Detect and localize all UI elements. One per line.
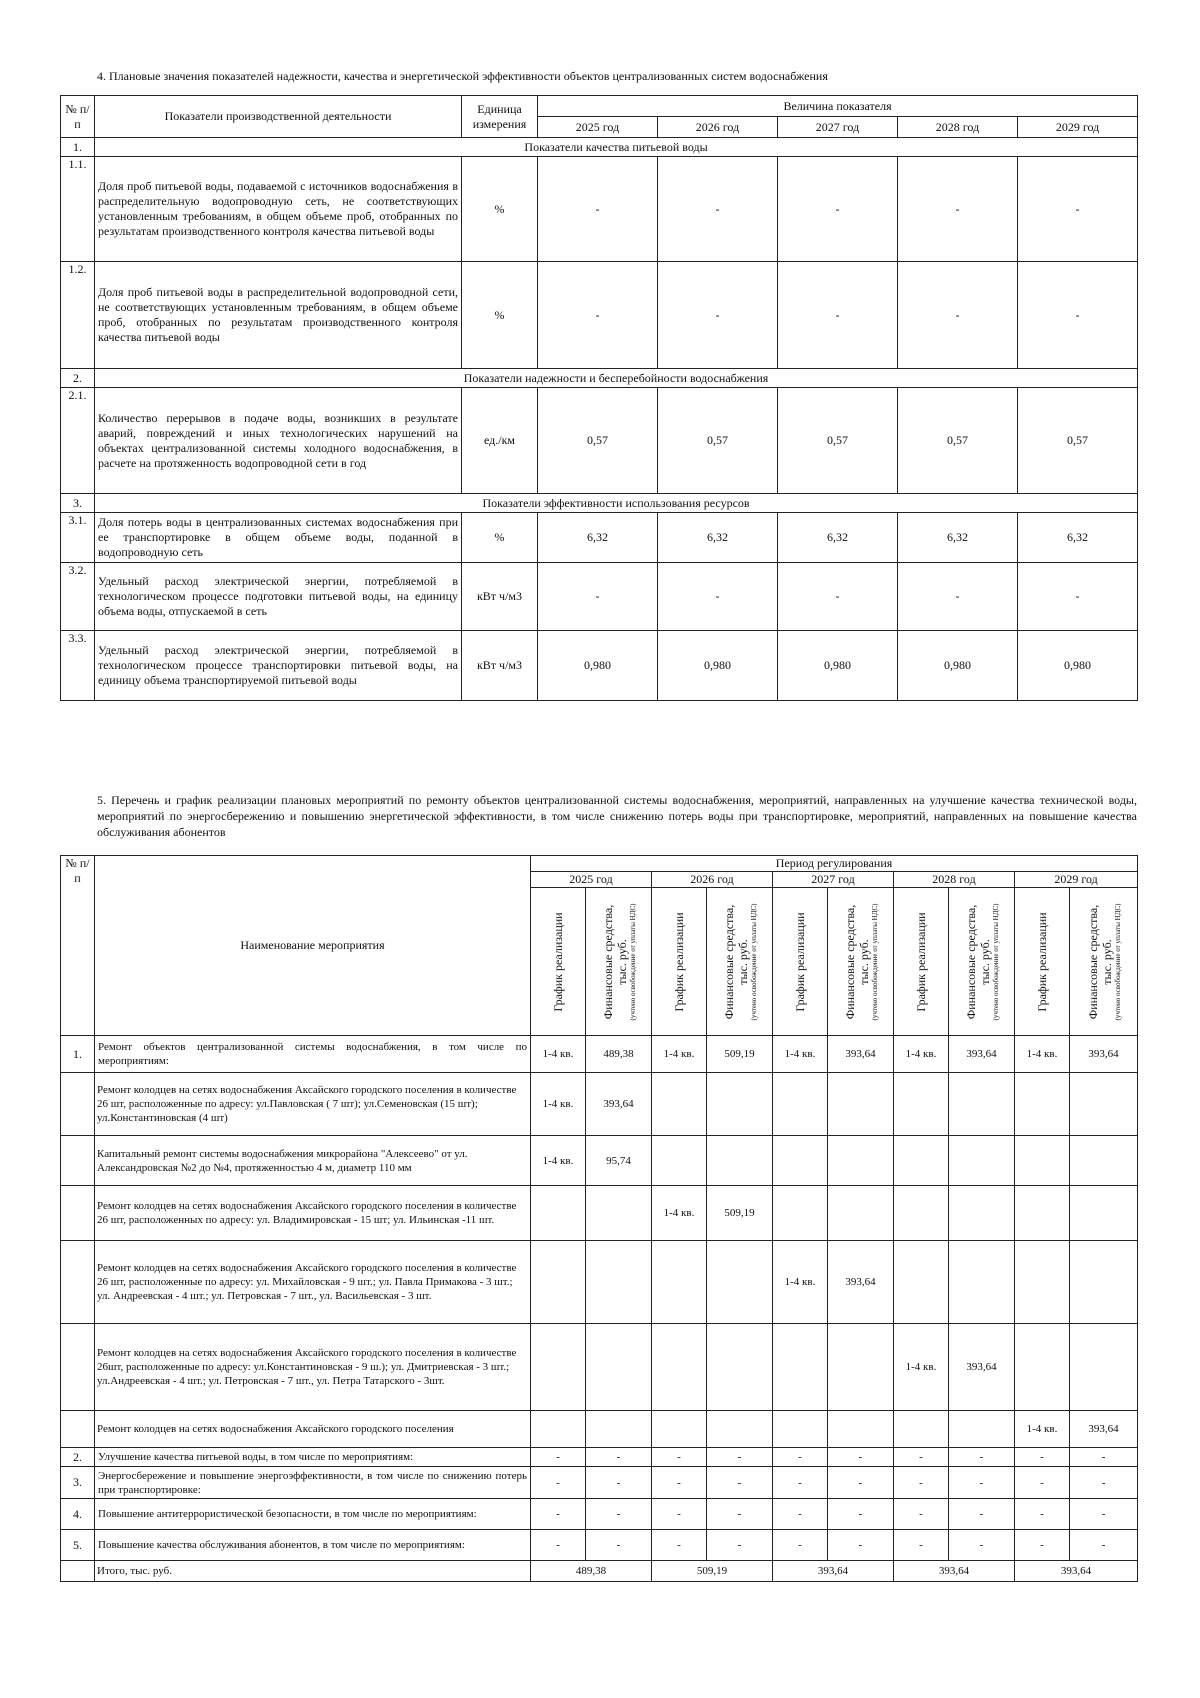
year-header: 2027 год	[778, 117, 898, 138]
schedule-header	[773, 888, 828, 1036]
schedule-cell: -	[1015, 1530, 1070, 1561]
schedule-cell: -	[531, 1530, 586, 1561]
measure-row	[61, 1499, 1138, 1530]
finance-cell	[1070, 1136, 1138, 1186]
value-cell: -	[1018, 157, 1138, 262]
value-cell: -	[898, 157, 1018, 262]
measure-row	[61, 1324, 1138, 1411]
schedule-cell	[1015, 1324, 1070, 1411]
schedule-cell	[531, 1241, 586, 1324]
schedule-header-label: График реализации	[1035, 911, 1049, 1012]
schedule-header-label: График реализации	[551, 911, 565, 1012]
schedule-cell: -	[1015, 1499, 1070, 1530]
row-number: 1.1.	[61, 157, 95, 262]
measure-row	[61, 1467, 1138, 1499]
finance-header-note: (учтено освобождение от уплаты НДС)	[1113, 902, 1122, 1021]
finance-header-text: Финансовые средства, тыс. руб.	[600, 904, 629, 1019]
col-header-period: Период регулирования	[531, 856, 1138, 872]
col-header-value: Величина показателя	[538, 96, 1138, 117]
finance-cell: -	[707, 1448, 773, 1467]
finance-cell	[586, 1241, 652, 1324]
col-header-num: № п/п	[61, 856, 95, 1036]
finance-header-text: Финансовые средства, тыс. руб.	[721, 904, 750, 1019]
schedule-cell: 1-4 кв.	[894, 1036, 949, 1073]
schedule-cell: -	[652, 1467, 707, 1499]
total-row	[61, 1561, 1138, 1582]
finance-cell	[586, 1324, 652, 1411]
finance-header-text: Финансовые средства, тыс. руб.	[842, 904, 871, 1019]
value-cell: -	[538, 157, 658, 262]
finance-cell: 393,64	[828, 1036, 894, 1073]
finance-header-note: (учтено освобождение от уплаты НДС)	[870, 902, 879, 1021]
measure-text: Улучшение качества питьевой воды, в том числе по мероприятиям:	[95, 1448, 531, 1467]
schedule-cell: 1-4 кв.	[531, 1136, 586, 1186]
value-cell: 6,32	[658, 513, 778, 563]
finance-cell	[828, 1186, 894, 1241]
schedule-cell: 1-4 кв.	[1015, 1411, 1070, 1448]
indicator-text: Доля проб питьевой воды в распределительной водопроводной сети, не соответствующих установленным требованиям, в общем объеме проб, отобранных по результатам производственного контроля качества питьевой воды	[95, 262, 462, 369]
row-number: 2.1.	[61, 388, 95, 494]
value-cell: -	[538, 262, 658, 369]
value-cell: 6,32	[778, 513, 898, 563]
total-value: 509,19	[652, 1561, 773, 1582]
row-number: 3.2.	[61, 563, 95, 631]
indicator-row	[61, 157, 1138, 262]
schedule-cell	[531, 1324, 586, 1411]
indicator-row	[61, 262, 1138, 369]
schedule-cell: 1-4 кв.	[531, 1036, 586, 1073]
finance-cell: 95,74	[586, 1136, 652, 1186]
row-number	[61, 1324, 95, 1411]
schedule-cell: -	[1015, 1448, 1070, 1467]
value-cell: 0,57	[658, 388, 778, 494]
schedule-cell	[1015, 1241, 1070, 1324]
unit-cell: кВт ч/м3	[462, 563, 538, 631]
measure-text: Ремонт объектов централизованной системы водоснабжения, в том числе по мероприятиям:	[95, 1036, 531, 1073]
schedule-cell: -	[652, 1499, 707, 1530]
schedule-cell	[652, 1136, 707, 1186]
group-title: Показатели качества питьевой воды	[95, 138, 1138, 157]
finance-cell	[949, 1241, 1015, 1324]
schedule-cell: -	[652, 1530, 707, 1561]
value-cell: -	[898, 262, 1018, 369]
value-cell: 0,980	[778, 631, 898, 701]
row-number: 5.	[61, 1530, 95, 1561]
finance-cell	[586, 1411, 652, 1448]
year-header: 2028 год	[898, 117, 1018, 138]
row-number: 2.	[61, 369, 95, 388]
schedule-cell: -	[894, 1499, 949, 1530]
schedule-cell	[531, 1411, 586, 1448]
row-number: 2.	[61, 1448, 95, 1467]
finance-cell: -	[586, 1530, 652, 1561]
finance-header-note: (учтено освобождение от уплаты НДС)	[628, 902, 637, 1021]
value-cell: 0,980	[658, 631, 778, 701]
finance-header-label	[601, 895, 637, 1029]
finance-cell	[707, 1241, 773, 1324]
measure-text: Повышение антитеррористической безопасности, в том числе по мероприятиям:	[95, 1499, 531, 1530]
group-title: Показатели надежности и бесперебойности водоснабжения	[95, 369, 1138, 388]
finance-cell	[707, 1073, 773, 1136]
finance-cell	[707, 1136, 773, 1186]
finance-header	[586, 888, 652, 1036]
schedule-cell: -	[773, 1499, 828, 1530]
schedule-cell: -	[894, 1467, 949, 1499]
col-header-num: № п/п	[61, 96, 95, 138]
finance-cell: 489,38	[586, 1036, 652, 1073]
total-value: 393,64	[773, 1561, 894, 1582]
finance-cell	[1070, 1241, 1138, 1324]
finance-header-text: Финансовые средства, тыс. руб.	[963, 904, 992, 1019]
finance-header	[949, 888, 1015, 1036]
indicator-row	[61, 563, 1138, 631]
finance-cell	[1070, 1186, 1138, 1241]
indicator-row	[61, 388, 1138, 494]
value-cell: 0,57	[1018, 388, 1138, 494]
value-cell: -	[658, 157, 778, 262]
year-header: 2029 год	[1015, 872, 1138, 888]
finance-cell	[949, 1411, 1015, 1448]
finance-cell: -	[707, 1467, 773, 1499]
finance-header	[828, 888, 894, 1036]
finance-cell	[586, 1186, 652, 1241]
col-header-measure: Наименование мероприятия	[95, 856, 531, 1036]
row-number	[61, 1561, 95, 1582]
measure-text: Энергосбережение и повышение энергоэффективности, в том числе по снижению потерь при транспортировке:	[95, 1467, 531, 1499]
row-number	[61, 1186, 95, 1241]
indicators-table	[60, 95, 1138, 701]
year-header: 2027 год	[773, 872, 894, 888]
finance-cell: -	[828, 1448, 894, 1467]
schedule-cell	[894, 1073, 949, 1136]
finance-cell: -	[949, 1448, 1015, 1467]
finance-header	[1070, 888, 1138, 1036]
total-label: Итого, тыс. руб.	[95, 1561, 531, 1582]
schedule-cell	[773, 1073, 828, 1136]
year-header: 2025 год	[531, 872, 652, 888]
measure-row	[61, 1530, 1138, 1561]
value-cell: 0,57	[898, 388, 1018, 494]
finance-header-note: (учтено освобождение от уплаты НДС)	[991, 902, 1000, 1021]
row-number: 1.	[61, 138, 95, 157]
finance-header	[707, 888, 773, 1036]
finance-cell: -	[949, 1467, 1015, 1499]
finance-header-label	[1086, 895, 1122, 1029]
row-number	[61, 1136, 95, 1186]
value-cell: 6,32	[1018, 513, 1138, 563]
value-cell: -	[1018, 563, 1138, 631]
finance-cell	[707, 1411, 773, 1448]
group-title: Показатели эффективности использования ресурсов	[95, 494, 1138, 513]
col-header-indicator: Показатели производственной деятельности	[95, 96, 462, 138]
schedule-cell	[1015, 1186, 1070, 1241]
value-cell: -	[778, 563, 898, 631]
schedule-cell: -	[531, 1467, 586, 1499]
measure-text: Ремонт колодцев на сетях водоснабжения Аксайского городского поселения в количестве 26 шт, расположенные по адресу: ул. Михайловская - 9 шт.; ул. Павла Примакова - 3 шт.; ул. Андреевская - 4 шт.; ул. Петровская - 7 шт., ул. Васильевская - 3 шт.	[95, 1241, 531, 1324]
schedule-cell: -	[773, 1448, 828, 1467]
finance-cell: -	[586, 1499, 652, 1530]
year-header: 2029 год	[1018, 117, 1138, 138]
schedule-cell: 1-4 кв.	[773, 1241, 828, 1324]
finance-cell: 393,64	[949, 1324, 1015, 1411]
finance-cell: -	[707, 1530, 773, 1561]
row-number: 3.3.	[61, 631, 95, 701]
finance-cell	[949, 1186, 1015, 1241]
schedule-cell: -	[652, 1448, 707, 1467]
schedule-cell	[652, 1241, 707, 1324]
schedule-header-label: График реализации	[914, 911, 928, 1012]
indicator-text: Удельный расход электрической энергии, потребляемой в технологическом процессе транспортировки питьевой воды, на единицу объема транспортируемой питьевой воды	[95, 631, 462, 701]
measure-row	[61, 1073, 1138, 1136]
finance-cell	[1070, 1073, 1138, 1136]
finance-cell: -	[586, 1448, 652, 1467]
finance-cell	[828, 1136, 894, 1186]
measure-text: Капитальный ремонт системы водоснабжения микрорайона "Алексеево" от ул. Александровская №2 до №4, протяженностью 4 м, диаметр 110 мм	[95, 1136, 531, 1186]
finance-cell: 393,64	[586, 1073, 652, 1136]
schedule-cell: 1-4 кв.	[1015, 1036, 1070, 1073]
schedule-cell: -	[894, 1530, 949, 1561]
schedule-header-label: График реализации	[672, 911, 686, 1012]
finance-header-text: Финансовые средства, тыс. руб.	[1085, 904, 1114, 1019]
schedule-cell	[894, 1241, 949, 1324]
value-cell: -	[1018, 262, 1138, 369]
schedule-cell	[773, 1186, 828, 1241]
schedule-cell	[531, 1186, 586, 1241]
schedule-cell: -	[531, 1499, 586, 1530]
measure-text: Повышение качества обслуживания абонентов, в том числе по мероприятиям:	[95, 1530, 531, 1561]
year-header: 2025 год	[538, 117, 658, 138]
finance-header-note: (учтено освобождение от уплаты НДС)	[749, 902, 758, 1021]
schedule-cell: -	[773, 1530, 828, 1561]
schedule-cell	[773, 1136, 828, 1186]
schedule-cell: 1-4 кв.	[773, 1036, 828, 1073]
measure-text: Ремонт колодцев на сетях водоснабжения Аксайского городского поселения	[95, 1411, 531, 1448]
measure-text: Ремонт колодцев на сетях водоснабжения Аксайского городского поселения в количестве 26шт, расположенные по адресу: ул.Константиновская - 9 ш.); ул. Дмитриевская - 3 шт.; ул.Андреевская - 4 шт.; ул. Петровская - 7 шт., ул. Петра Татарского - 3шт.	[95, 1324, 531, 1411]
measure-row	[61, 1411, 1138, 1448]
schedule-cell	[652, 1324, 707, 1411]
measures-table	[60, 855, 1138, 1582]
finance-cell: -	[949, 1530, 1015, 1561]
finance-header-label	[843, 895, 879, 1029]
schedule-cell	[894, 1186, 949, 1241]
measure-row	[61, 1448, 1138, 1467]
finance-cell: 393,64	[949, 1036, 1015, 1073]
indicator-text: Доля проб питьевой воды, подаваемой с источников водоснабжения в распределительную водопроводную сеть, не соответствующих установленным требованиям, в общем объеме проб, отобранных по результатам производственного контроля качества питьевой воды	[95, 157, 462, 262]
year-header: 2026 год	[652, 872, 773, 888]
schedule-cell	[652, 1411, 707, 1448]
measure-text: Ремонт колодцев на сетях водоснабжения Аксайского городского поселения в количестве 26 шт, расположенных по адресу: ул. Владимировская - 15 шт; ул. Ильинская -11 шт.	[95, 1186, 531, 1241]
measure-row	[61, 1241, 1138, 1324]
indicator-text: Доля потерь воды в централизованных системах водоснабжения при ее транспортировке в общем объеме воды, поданной в водопроводную сеть	[95, 513, 462, 563]
value-cell: -	[658, 262, 778, 369]
finance-cell: 393,64	[828, 1241, 894, 1324]
finance-cell	[828, 1324, 894, 1411]
row-number: 1.2.	[61, 262, 95, 369]
row-number	[61, 1411, 95, 1448]
finance-cell: 509,19	[707, 1036, 773, 1073]
row-number	[61, 1241, 95, 1324]
section-4-title: 4. Плановые значения показателей надежности, качества и энергетической эффективности объектов централизованных систем водоснабжения	[97, 69, 828, 83]
unit-cell: кВт ч/м3	[462, 631, 538, 701]
row-number: 4.	[61, 1499, 95, 1530]
finance-cell: -	[1070, 1530, 1138, 1561]
schedule-cell	[894, 1411, 949, 1448]
finance-cell: -	[707, 1499, 773, 1530]
measure-text: Ремонт колодцев на сетях водоснабжения Аксайского городского поселения в количестве 26 шт, расположенные по адресу: ул.Павловская ( 7 шт); ул.Семеновская (15 шт); ул.Константиновская (4 шт)	[95, 1073, 531, 1136]
value-cell: 0,980	[538, 631, 658, 701]
value-cell: 0,980	[898, 631, 1018, 701]
unit-cell: %	[462, 157, 538, 262]
finance-cell	[1070, 1324, 1138, 1411]
schedule-cell: -	[894, 1448, 949, 1467]
schedule-cell: 1-4 кв.	[652, 1036, 707, 1073]
schedule-header-label: График реализации	[793, 911, 807, 1012]
group-row	[61, 494, 1138, 513]
value-cell: -	[538, 563, 658, 631]
measure-row	[61, 1036, 1138, 1073]
year-header: 2028 год	[894, 872, 1015, 888]
group-row	[61, 138, 1138, 157]
finance-header-label	[722, 895, 758, 1029]
value-cell: -	[898, 563, 1018, 631]
finance-cell: -	[1070, 1467, 1138, 1499]
section-5-title: 5. Перечень и график реализации плановых мероприятий по ремонту объектов централизованной системы водоснабжения, мероприятий, направленных на улучшение качества технической воды, мероприятий по энергосбережению и повышению энергетической эффективности, в том числе снижению потерь воды при транспортировке, мероприятий, направленных на повышение качества обслуживания абонентов	[97, 793, 1137, 839]
finance-cell: -	[1070, 1499, 1138, 1530]
schedule-cell: -	[1015, 1467, 1070, 1499]
unit-cell: ед./км	[462, 388, 538, 494]
finance-cell	[828, 1073, 894, 1136]
value-cell: -	[778, 262, 898, 369]
value-cell: -	[658, 563, 778, 631]
schedule-cell	[773, 1324, 828, 1411]
total-value: 393,64	[894, 1561, 1015, 1582]
unit-cell: %	[462, 513, 538, 563]
finance-cell: -	[1070, 1448, 1138, 1467]
schedule-header	[894, 888, 949, 1036]
row-number: 3.1.	[61, 513, 95, 563]
finance-cell	[949, 1136, 1015, 1186]
group-row	[61, 369, 1138, 388]
value-cell: -	[778, 157, 898, 262]
schedule-cell	[1015, 1073, 1070, 1136]
indicator-row	[61, 631, 1138, 701]
finance-cell	[949, 1073, 1015, 1136]
schedule-header	[1015, 888, 1070, 1036]
measure-row	[61, 1186, 1138, 1241]
indicator-row	[61, 513, 1138, 563]
finance-cell: -	[828, 1467, 894, 1499]
measure-row	[61, 1136, 1138, 1186]
value-cell: 6,32	[538, 513, 658, 563]
finance-cell: -	[949, 1499, 1015, 1530]
indicator-text: Количество перерывов в подаче воды, возникших в результате аварий, повреждений и иных технологических нарушений на объектах централизованной системы холодного водоснабжения, в расчете на протяженность водопроводной сети в год	[95, 388, 462, 494]
finance-cell	[828, 1411, 894, 1448]
value-cell: 6,32	[898, 513, 1018, 563]
schedule-cell: -	[773, 1467, 828, 1499]
finance-cell: 393,64	[1070, 1036, 1138, 1073]
finance-cell	[707, 1324, 773, 1411]
schedule-cell	[894, 1136, 949, 1186]
value-cell: 0,57	[538, 388, 658, 494]
finance-cell: -	[828, 1499, 894, 1530]
schedule-cell	[773, 1411, 828, 1448]
total-value: 393,64	[1015, 1561, 1138, 1582]
row-number: 3.	[61, 494, 95, 513]
schedule-cell: 1-4 кв.	[652, 1186, 707, 1241]
row-number: 3.	[61, 1467, 95, 1499]
finance-header-label	[964, 895, 1000, 1029]
value-cell: 0,57	[778, 388, 898, 494]
schedule-cell	[1015, 1136, 1070, 1186]
unit-cell: %	[462, 262, 538, 369]
total-value: 489,38	[531, 1561, 652, 1582]
schedule-cell: 1-4 кв.	[894, 1324, 949, 1411]
year-header: 2026 год	[658, 117, 778, 138]
finance-cell: -	[586, 1467, 652, 1499]
col-header-unit: Единица измерения	[462, 96, 538, 138]
schedule-header	[531, 888, 586, 1036]
value-cell: 0,980	[1018, 631, 1138, 701]
finance-cell: -	[828, 1530, 894, 1561]
schedule-cell	[652, 1073, 707, 1136]
schedule-header	[652, 888, 707, 1036]
row-number	[61, 1073, 95, 1136]
schedule-cell: -	[531, 1448, 586, 1467]
finance-cell: 509,19	[707, 1186, 773, 1241]
finance-cell: 393,64	[1070, 1411, 1138, 1448]
schedule-cell: 1-4 кв.	[531, 1073, 586, 1136]
row-number: 1.	[61, 1036, 95, 1073]
indicator-text: Удельный расход электрической энергии, потребляемой в технологическом процессе подготовки питьевой воды, на единицу объема воды, отпускаемой в сеть	[95, 563, 462, 631]
